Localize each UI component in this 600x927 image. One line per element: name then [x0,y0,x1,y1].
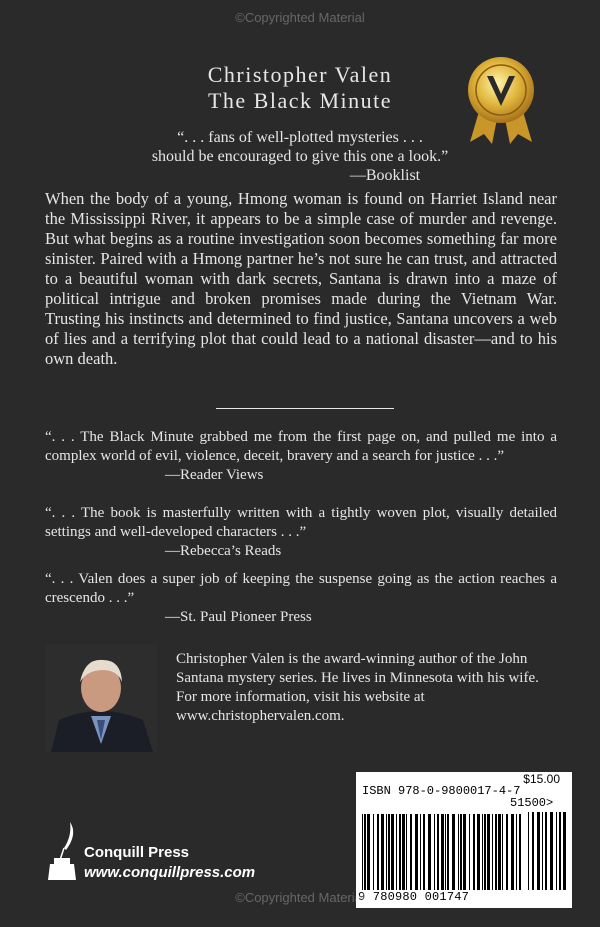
barcode-bar [377,814,379,890]
front-quote-source: —Booklist [349,167,421,184]
barcode-bar [495,814,497,890]
barcode-bar [367,814,370,890]
barcode-bar [447,814,449,890]
barcode-addon-bars [528,812,566,892]
front-quote-line2: should be encouraged to give this one a look.” [151,148,449,165]
barcode-bar [428,814,431,890]
review [45,504,557,561]
review-text: “. . . Valen does a super job of keeping the suspense going as the action reaches a crescendo . . .” [45,571,557,606]
barcode-bar [502,814,503,890]
book-description: When the body of a young, Hmong woman is found on Harriet Island near the Mississippi River, it appears to be a simple case of murder and revenge. But what begins as a routine investigation soon becomes something far more sinister. Paired with a Hmong partner he’s not sure he can trust, and attracted to a beautiful woman with dark secrets, Santana is drawn into a maze of political intrigue and broken promises made during the Vietnam War. Trusting his instincts and determined to find justice, Santana uncovers a web of lies and a terrifying plot that could lead to a national disaster—and to his own death. [45,189,557,368]
barcode-bar [528,812,529,890]
barcode-bar [463,814,466,890]
publisher-url[interactable]: www.conquillpress.com [84,864,256,881]
review-text: “. . . The book is masterfully written with a tightly woven plot, visually detailed settings and well-developed characters . . .” [45,505,557,540]
barcode-bar [445,814,446,890]
barcode-bar [460,814,462,890]
book-title: The Black Minute [207,88,393,113]
barcode-bar [415,814,418,890]
review-source: —Reader Views [165,467,264,483]
isbn-barcode [356,772,572,908]
author-photo [45,644,157,752]
barcode-bar [391,814,394,890]
review [45,570,557,627]
barcode-bar [487,814,490,890]
copyright-watermark-bottom: ©Copyrighted Material [235,890,365,905]
barcode-bar [402,814,405,890]
barcode-bar [545,812,547,890]
barcode-number: 9 780980 001747 [358,890,470,904]
barcode-bar [437,814,439,890]
barcode-bar [373,814,374,890]
barcode-bar [364,814,366,890]
author-name: Christopher Valen [207,62,393,87]
barcode-bar [542,812,543,890]
review-source: —St. Paul Pioneer Press [165,609,312,625]
barcode-bar [550,812,553,890]
barcode-bar [506,814,508,890]
quill-inkwell-icon [46,820,80,882]
barcode-bar [452,814,455,890]
front-quote [100,128,500,185]
copyright-watermark-top: ©Copyrighted Material [235,10,365,25]
barcode-bar [492,814,493,890]
barcode-bar [556,812,557,890]
barcode-bar [396,814,397,890]
barcode-bar [484,814,486,890]
barcode-bar [386,814,387,890]
barcode-bar [473,814,475,890]
barcode-bar [516,814,517,890]
author-bio: Christopher Valen is the award-winning author of the John Santana mystery series. He lives in Minnesota with his wife. For more information, visit his website at www.christophervalen.com. [176,651,539,724]
barcode-bar [434,814,435,890]
barcode-bar [519,814,521,890]
barcode-bar [469,814,470,890]
price-label: $15.00 [523,772,560,786]
barcode-bar [511,814,514,890]
barcode-bar [563,812,566,890]
barcode-bar [399,814,401,890]
barcode-bar [423,814,425,890]
publisher-name: Conquill Press [84,844,190,861]
barcode-addon-number: 51500> [510,796,554,810]
isbn-label: ISBN 978-0-9800017-4-7 [362,784,521,798]
barcode-bar [420,814,421,890]
barcode-bar [381,814,384,890]
barcode-bar [362,814,363,890]
barcode-bar [532,812,534,890]
barcode-bar [410,814,412,890]
barcode-bar [482,814,483,890]
barcode-bar [441,814,444,890]
divider [216,408,394,409]
barcode-bar [406,814,407,890]
review-source: —Rebecca’s Reads [165,543,282,559]
barcode-bar [477,814,480,890]
barcode-bar [537,812,540,890]
barcode-bar [388,814,390,890]
barcode-bar [498,814,501,890]
barcode-bar [559,812,561,890]
review-text: “. . . The Black Minute grabbed me from the first page on, and pulled me into a complex world of evil, violence, deceit, bravery and a search for justice . . .” [45,429,557,464]
front-quote-line1: “. . . fans of well-plotted mysteries . . . [177,129,423,146]
barcode-main-bars [362,814,522,892]
barcode-bar [458,814,459,890]
review [45,428,557,485]
